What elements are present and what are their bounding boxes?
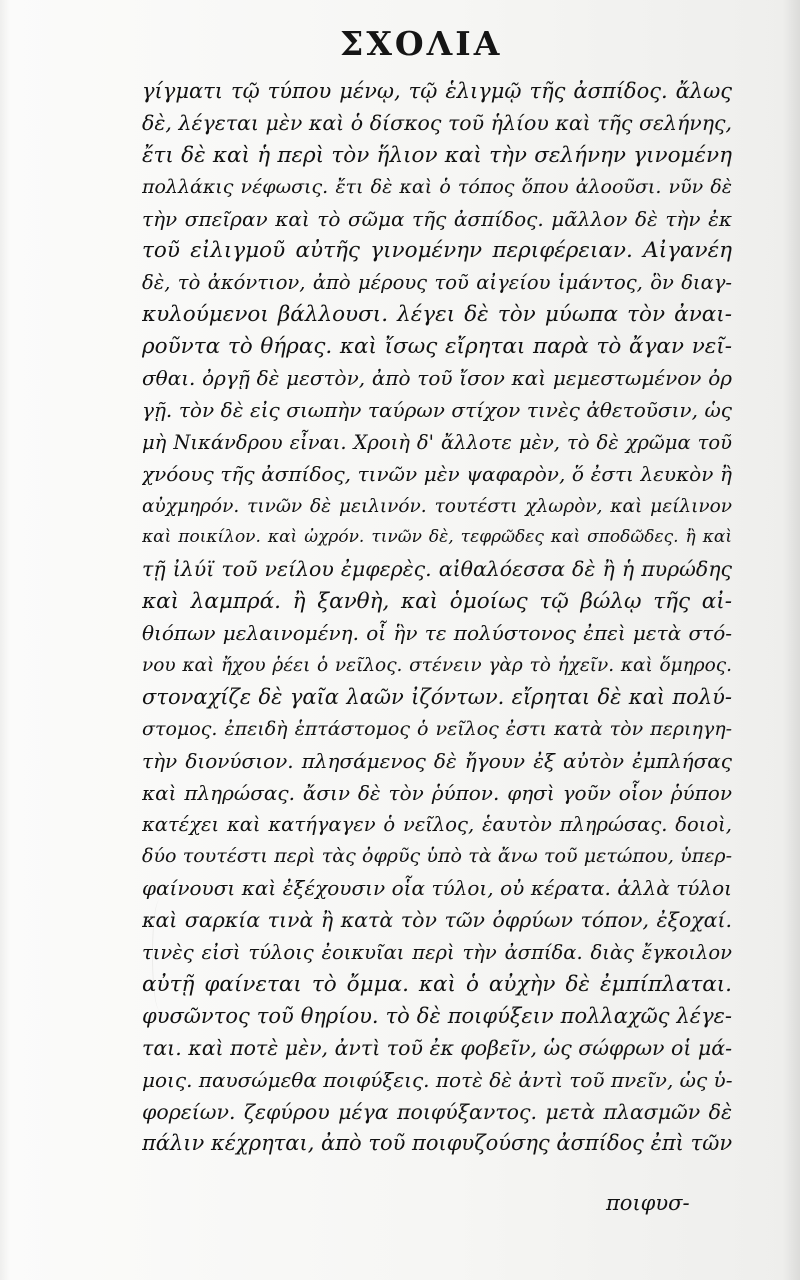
text-line: αὐχμηρόν. τινῶν δὲ μειλινόν. τουτέστι χλωρὸν, καὶ μείλινον	[142, 495, 732, 517]
text-line: στοναχίζε δὲ γαῖα λαῶν ἰζόντων. εἴρηται δὲ καὶ πολύ-	[142, 684, 732, 709]
catchword: ποιφυσ-	[606, 1191, 690, 1215]
text-line: δύο τουτέστι περὶ τὰς ὀφρῦς ὑπὸ τὰ ἄνω τοῦ μετώπου, ὑπερ-	[142, 845, 732, 868]
text-line: φορείων. ζεφύρου μέγα ποιφύξαντος. μετὰ πλασμῶν δὲ	[142, 1099, 732, 1124]
page-edge-shadow	[0, 0, 10, 1280]
text-line: τῇ ἰλύϊ τοῦ νείλου ἐμφερὲς. αἰθαλόεσσα δὲ ἢ ἡ πυρώδης	[142, 557, 732, 582]
text-line: ται. καὶ ποτὲ μὲν, ἀντὶ τοῦ ἐκ φοβεῖν, ὡς σώφρων οἱ μά-	[142, 1035, 732, 1060]
text-line: στομος. ἐπειδὴ ἑπτάστομος ὁ νεῖλος ἐστι κατὰ τὸν περιηγη-	[142, 717, 732, 740]
commentary-text-block	[142, 76, 732, 1160]
text-line: γῇ. τὸν δὲ εἰς σιωπὴν ταύρων στίχον τινὲς ἀθετοῦσιν, ὡς	[142, 397, 732, 422]
text-line: πολλάκις νέφωσις. ἔτι δὲ καὶ ὁ τόπος ὅπου ἀλοοῦσι. νῦν δὲ	[142, 175, 732, 198]
text-line: τινὲς εἰσὶ τύλοις ἐοικυῖαι περὶ τὴν ἀσπίδα. διὰς ἔγκοιλον	[142, 941, 732, 965]
text-line: τοῦ εἰλιγμοῦ αὐτῆς γινομένην περιφέρειαν. Αἰγανέη	[142, 238, 732, 264]
text-line: δὲ, λέγεται μὲν καὶ ὁ δίσκος τοῦ ἡλίου καὶ τῆς σελήνης,	[142, 110, 732, 135]
text-line: μὴ Νικάνδρου εἶναι. Χροιὴ δ' ἄλλοτε μὲν, τὸ δὲ χρῶμα τοῦ	[142, 430, 732, 454]
text-line: καὶ πληρώσας. ἄσιν δὲ τὸν ῥύπον. φησὶ γοῦν οἷον ῥύπον	[142, 780, 732, 805]
text-line: καὶ λαμπρά. ἢ ξανθὴ, καὶ ὁμοίως τῷ βώλῳ τῆς αἰ-	[142, 589, 732, 615]
text-line: ἔτι δὲ καὶ ἡ περὶ τὸν ἥλιον καὶ τὴν σελήνην γινομένη	[142, 142, 732, 168]
text-line: θιόπων μελαινομένη. οἷ ἣν τε πολύστονος ἐπεὶ μετὰ στό-	[142, 621, 732, 646]
text-line: ροῦντα τὸ θήρας. καὶ ἴσως εἴρηται παρὰ τὸ ἄγαν νεῖ-	[142, 334, 732, 360]
text-line: κατέχει καὶ κατήγαγεν ὁ νεῖλος, ἑαυτὸν πληρώσας. δοιοὶ,	[142, 813, 732, 837]
text-line: χνόους τῆς ἀσπίδος, τινῶν μὲν ψαφαρὸν, ὅ ἐστι λευκὸν ἢ	[142, 461, 732, 486]
text-line: νου καὶ ἤχου ῥέει ὁ νεῖλος. στένειν γὰρ τὸ ἠχεῖν. καὶ ὅμηρος.	[142, 655, 732, 677]
text-line: πάλιν κέχρηται, ἀπὸ τοῦ ποιφυζούσης ἀσπίδος ἐπὶ τῶν	[142, 1131, 732, 1156]
text-line: καὶ ποικίλον. καὶ ὠχρόν. τινῶν δὲ, τεφρῶδες καὶ σποδῶδες. ἢ καὶ	[142, 527, 732, 548]
text-line: κυλούμενοι βάλλουσι. λέγει δὲ τὸν μύωπα τὸν ἀναι-	[142, 302, 732, 328]
running-head: ΣΧΟΛΙΑ	[340, 24, 503, 63]
text-line: φυσῶντος τοῦ θηρίου. τὸ δὲ ποιφύξειν πολλαχῶς λέγε-	[142, 1003, 732, 1028]
text-line: αὐτῇ φαίνεται τὸ ὄμμα. καὶ ὁ αὐχὴν δὲ ἐμπίπλαται.	[142, 971, 732, 997]
text-line: τὴν σπεῖραν καὶ τὸ σῶμα τῆς ἀσπίδος. μᾶλλον δὲ τὴν ἐκ	[142, 206, 732, 231]
text-line: καὶ σαρκία τινὰ ἢ κατὰ τὸν τῶν ὀφρύων τόπον, ἐξοχαί.	[142, 908, 732, 933]
text-line: μοις. παυσώμεθα ποιφύξεις. ποτὲ δὲ ἀντὶ τοῦ πνεῖν, ὡς ὑ-	[142, 1067, 732, 1092]
text-line: σθαι. ὀργῇ δὲ μεστὸν, ἀπὸ τοῦ ἴσον καὶ μεμεστωμένον ὀρ	[142, 366, 732, 391]
text-line: δὲ, τὸ ἀκόντιον, ἀπὸ μέρους τοῦ αἰγείου ἱμάντος, ὃν διαγ-	[142, 271, 732, 295]
text-line: τὴν διονύσιον. πλησάμενος δὲ ἤγουν ἐξ αὐτὸν ἐμπλήσας	[142, 748, 732, 773]
text-line: φαίνουσι καὶ ἐξέχουσιν οἷα τύλοι, οὐ κέρατα. ἀλλὰ τύλοι	[142, 876, 732, 901]
text-line: γίγματι τῷ τύπου μένῳ, τῷ ἑλιγμῷ τῆς ἀσπίδος. ἄλως	[142, 79, 732, 103]
gutter-shadow	[782, 0, 800, 1280]
